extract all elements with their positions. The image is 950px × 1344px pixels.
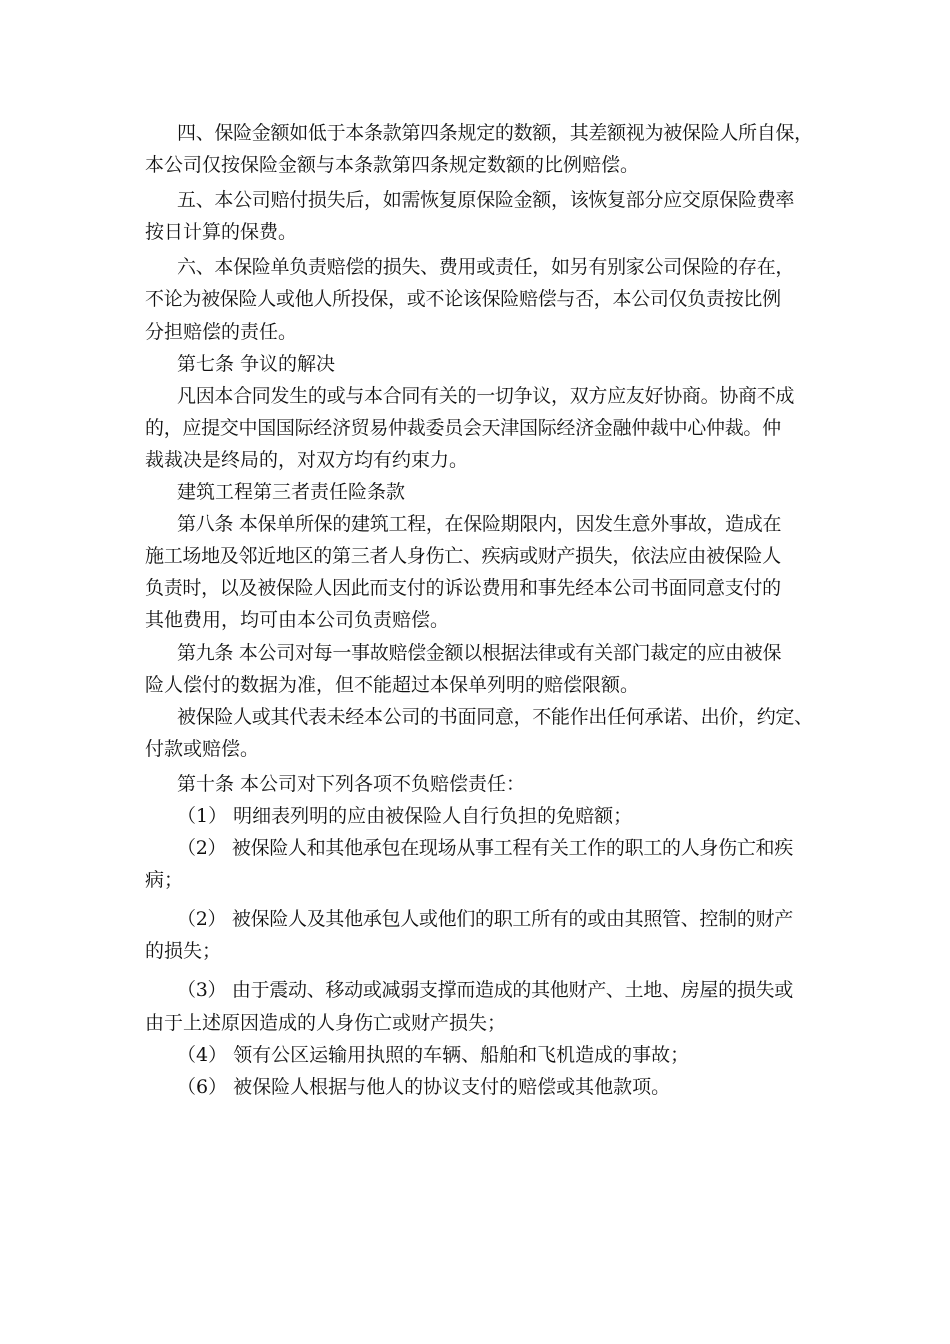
article-7-heading: 第七条 争议的解决	[177, 352, 336, 375]
article-9-line-2: 险人偿付的数据为准，但不能超过本保单列明的赔偿限额。	[145, 673, 640, 696]
exclusion-4-line-1: （3） 由于震动、移动或减弱支撑而造成的其他财产、土地、房屋的损失或	[177, 979, 793, 1002]
article-7-line-2: 的，应提交中国国际经济贸易仲裁委员会天津国际经济金融仲裁中心仲裁。仲	[145, 416, 781, 439]
exclusion-6: （6） 被保险人根据与他人的协议支付的赔偿或其他款项。	[177, 1075, 671, 1098]
article-8-line-2: 施工场地及邻近地区的第三者人身伤亡、疾病或财产损失，依法应由被保险人	[145, 545, 781, 568]
article-8-line-4: 其他费用，均可由本公司负责赔偿。	[145, 609, 450, 632]
article-9-line-1: 第九条 本公司对每一事故赔偿金额以根据法律或有关部门裁定的应由被保	[177, 641, 782, 664]
paragraph-6-line-3: 分担赔偿的责任。	[145, 320, 298, 343]
exclusion-4-line-2: 由于上述原因造成的人身伤亡或财产损失；	[145, 1011, 507, 1034]
paragraph-4-line-2: 本公司仅按保险金额与本条款第四条规定数额的比例赔偿。	[145, 154, 640, 177]
exclusion-3-line-2: 的损失；	[145, 940, 222, 963]
document-body	[145, 117, 835, 1103]
article-10-heading: 第十条 本公司对下列各项不负赔偿责任：	[177, 772, 526, 795]
paragraph-5-line-1: 五、本公司赔付损失后，如需恢复原保险金额，该恢复部分应交原保险费率	[177, 189, 795, 212]
article-8-line-3: 负责时，以及被保险人因此而支付的诉讼费用和事先经本公司书面同意支付的	[145, 577, 781, 600]
section-heading: 建筑工程第三者责任险条款	[177, 481, 406, 504]
exclusion-2-line-2: 病；	[145, 869, 184, 892]
article-7-line-1: 凡因本合同发生的或与本合同有关的一切争议，双方应友好协商。协商不成	[177, 384, 795, 407]
paragraph-6-line-2: 不论为被保险人或他人所投保，或不论该保险赔偿与否，本公司仅负责按比例	[145, 288, 781, 311]
paragraph-5-line-2: 按日计算的保费。	[145, 221, 298, 244]
article-7-line-3: 裁裁决是终局的，对双方均有约束力。	[145, 448, 469, 471]
exclusion-2-line-1: （2） 被保险人和其他承包在现场从事工程有关工作的职工的人身伤亡和疾	[177, 837, 793, 860]
article-9-line-3: 被保险人或其代表未经本公司的书面同意，不能作出任何承诺、出价，约定、	[177, 705, 813, 728]
paragraph-4-line-1: 四、保险金额如低于本条款第四条规定的数额，其差额视为被保险人所自保，	[177, 122, 813, 144]
exclusion-3-line-1: （2） 被保险人及其他承包人或他们的职工所有的或由其照管、控制的财产	[177, 908, 793, 931]
article-9-line-4: 付款或赔偿。	[145, 737, 260, 760]
paragraph-6-line-1: 六、本保险单负责赔偿的损失、费用或责任，如另有别家公司保险的存在，	[177, 256, 795, 279]
article-8-line-1: 第八条 本保单所保的建筑工程，在保险期限内，因发生意外事故，造成在	[177, 513, 782, 536]
exclusion-1: （1） 明细表列明的应由被保险人自行负担的免赔额；	[177, 804, 633, 827]
exclusion-5: （4） 领有公区运输用执照的车辆、船舶和飞机造成的事故；	[177, 1043, 690, 1066]
